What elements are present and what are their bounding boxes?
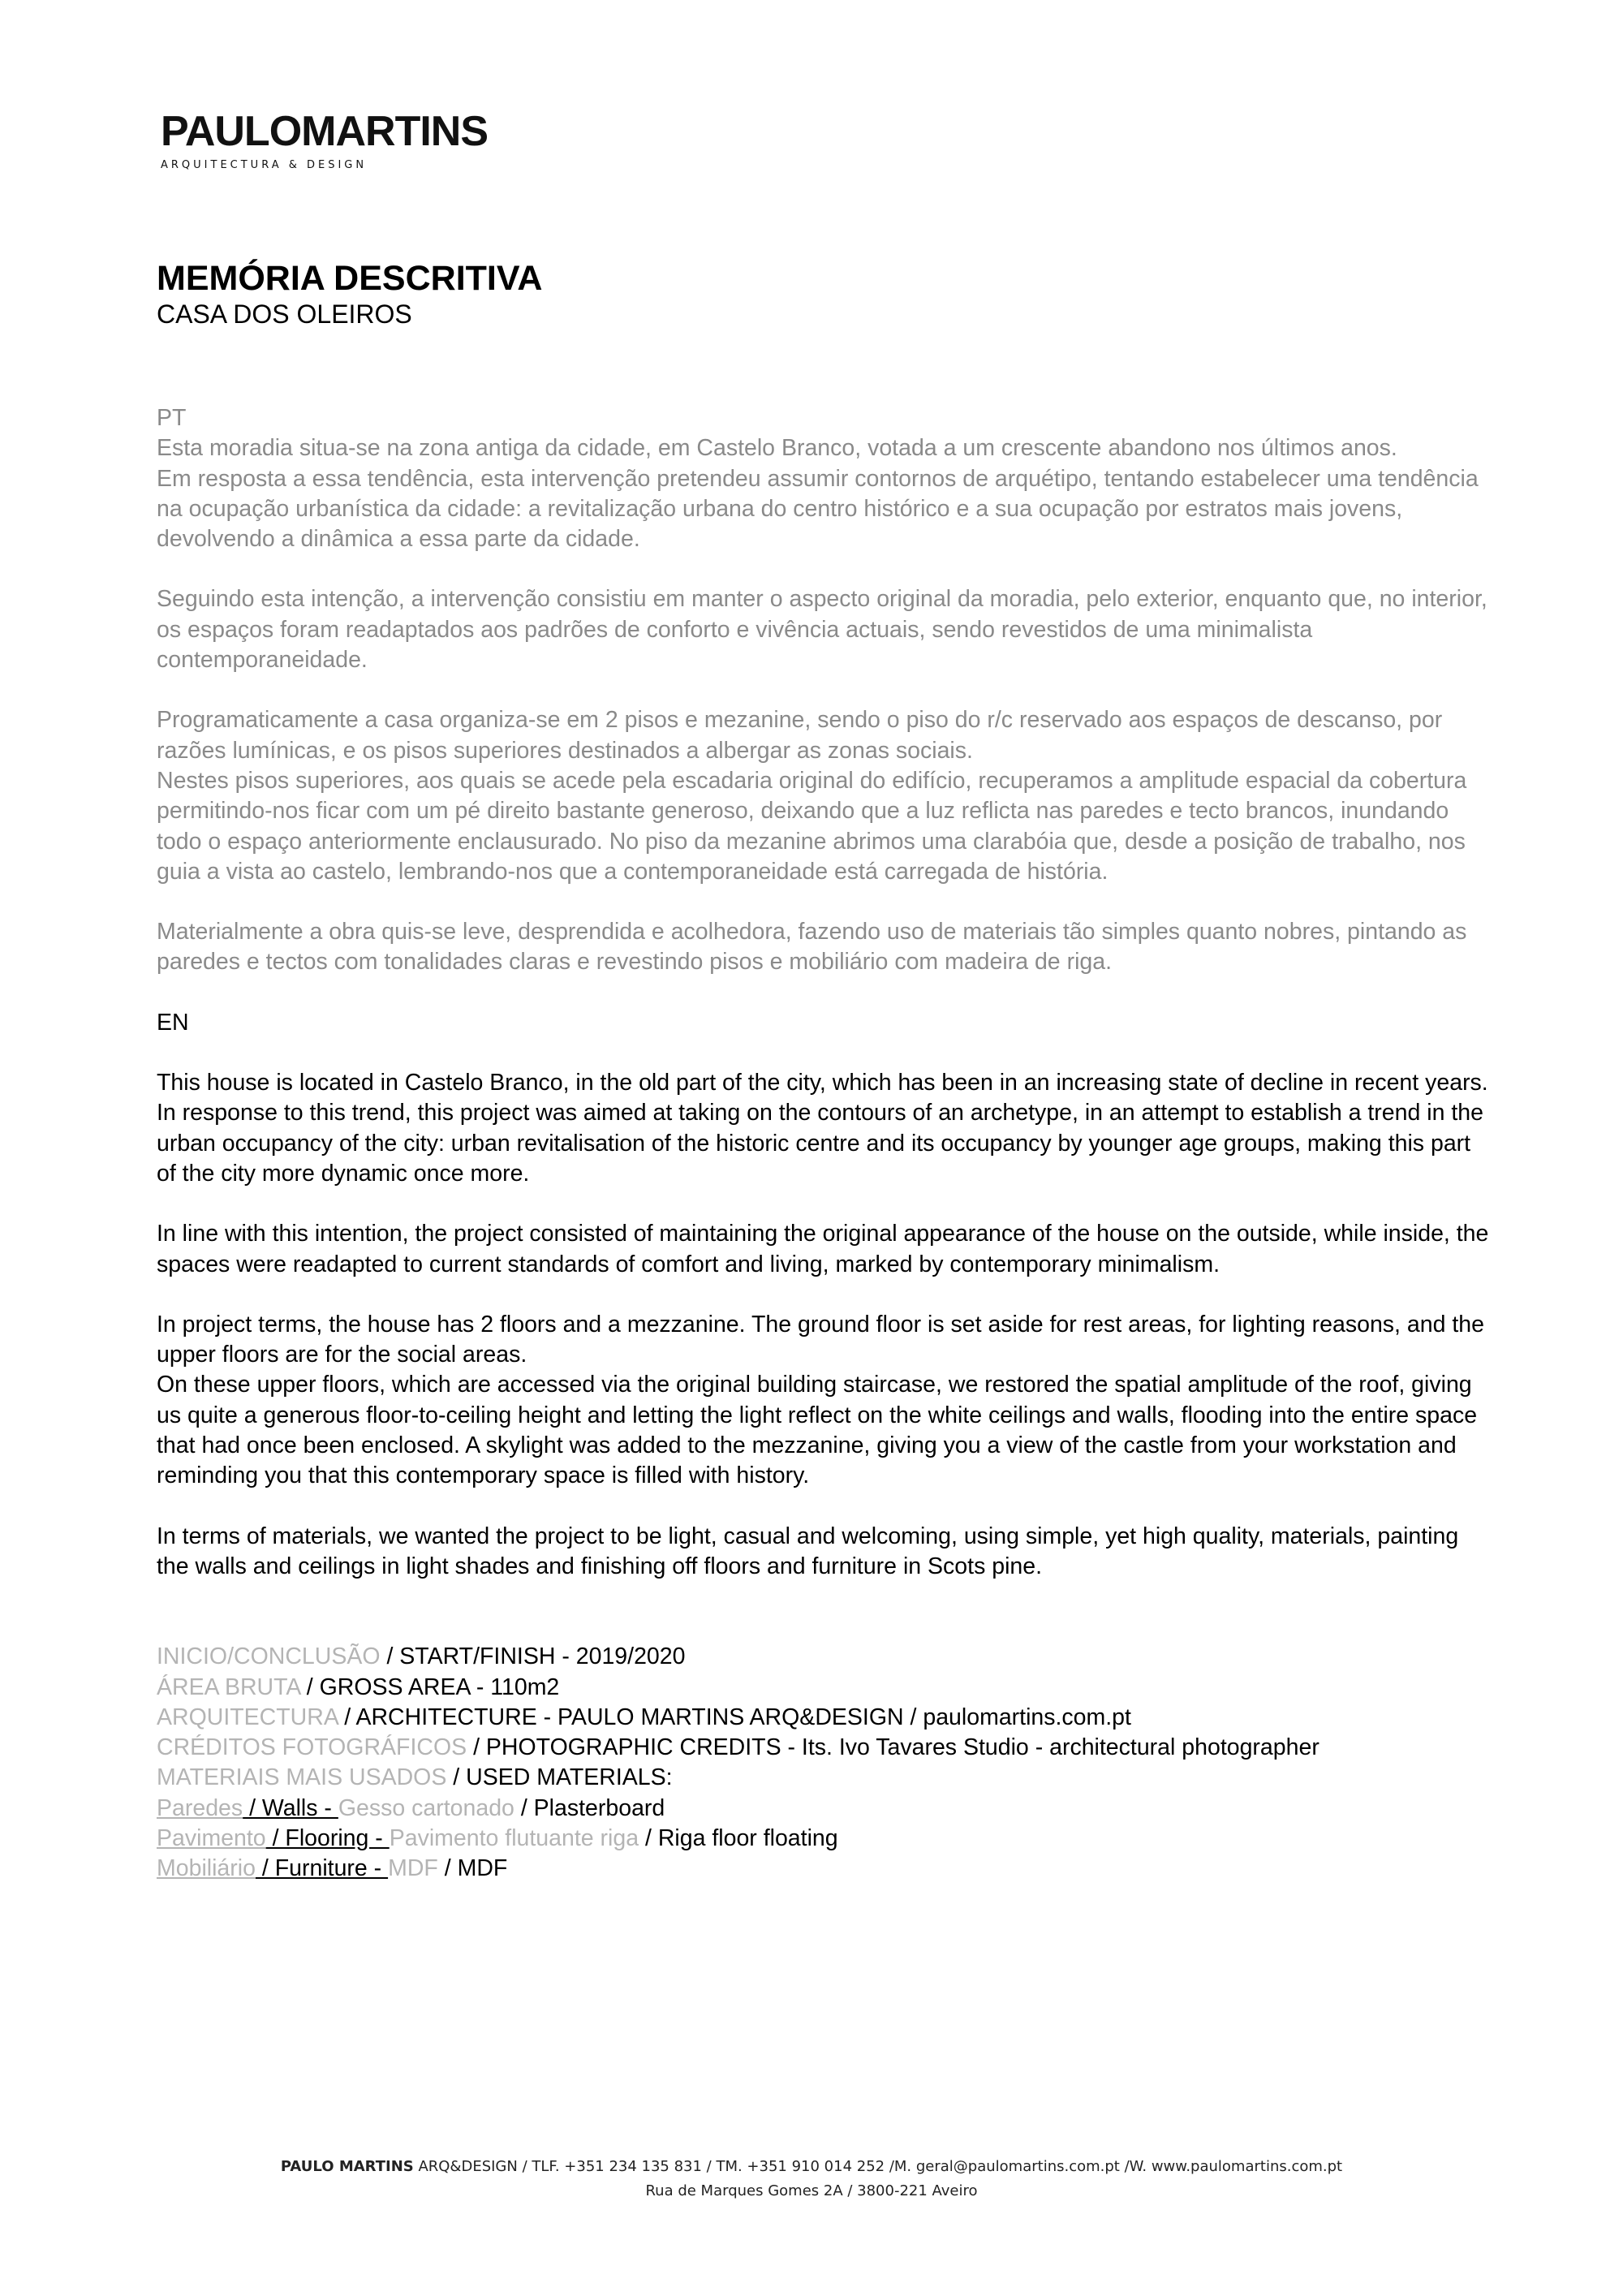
credit-value: / PHOTOGRAPHIC CREDITS - Its. Ivo Tavares Studio - architectural photographer (467, 1734, 1319, 1761)
document-subtitle: CASA DOS OLEIROS (157, 299, 412, 329)
material-label-pt: Paredes (157, 1794, 243, 1821)
en-paragraph: On these upper floors, which are accessed via the original building staircase, we restored the spatial amplitude of the roof, giving us quite a generous floor-to-ceiling height and letting the light reflect on the white ceilings and walls, flooding into the entire space that had once been enclosed. A skylight was added to the mezzanine, giving you a view of the castle from your workstation and reminding you that this contemporary space is filled with history. (157, 1372, 1478, 1489)
material-value-pt: Pavimento flutuante riga (389, 1824, 639, 1851)
pt-paragraph: Em resposta a essa tendência, esta intervenção pretendeu assumir contornos de arquétipo, tentando estabelecer uma tendência na ocupação urbanística da cidade: a revitalização urbana do centro histórico e a sua ocupação por estratos mais jovens, devolvendo a dinâmica a essa parte da cidade. (157, 465, 1479, 553)
material-label-en: / Flooring - (265, 1824, 390, 1851)
en-paragraph: In project terms, the house has 2 floors and a mezzanine. The ground floor is set aside for rest areas, for lighting reasons, and the upper floors are for the social areas. (157, 1311, 1484, 1368)
material-value-en: / Riga floor floating (639, 1824, 838, 1851)
logo-name: PAULOMARTINS (161, 108, 489, 155)
footer-address: Rua de Marques Gomes 2A / 3800-221 Aveiro (645, 2182, 978, 2199)
credit-label-pt: INICIO/CONCLUSÃO (157, 1643, 381, 1670)
en-paragraph: This house is located in Castelo Branco, in the old part of the city, which has been in an increasing state of decline in recent years. (157, 1070, 1488, 1096)
material-label-pt: Mobiliário (157, 1855, 256, 1882)
pt-paragraph: Materialmente a obra quis-se leve, desprendida e acolhedora, fazendo uso de materiais tão simples quanto nobres, pintando as paredes e tectos com tonalidades claras e revestindo pisos e mobiliário com madeira de riga. (157, 919, 1467, 976)
material-label-en: / Furniture - (255, 1855, 389, 1882)
material-label-pt: Pavimento (157, 1824, 266, 1851)
pt-paragraph: Esta moradia situa-se na zona antiga da cidade, em Castelo Branco, votada a um crescente abandono nos últimos anos. (157, 435, 1397, 462)
company-logo (161, 107, 488, 171)
material-value-en: / Plasterboard (514, 1794, 665, 1821)
material-value-pt: MDF (388, 1855, 438, 1882)
credit-label-pt: CRÉDITOS FOTOGRÁFICOS (157, 1734, 467, 1761)
footer-company-name: PAULO MARTINS (280, 2158, 414, 2175)
page-footer (0, 2155, 1623, 2203)
credit-label-pt: MATERIAIS MAIS USADOS (157, 1764, 447, 1791)
document-body (157, 403, 1496, 1885)
en-paragraph: In terms of materials, we wanted the project to be light, casual and welcoming, using simple, yet high quality, materials, painting the walls and ceilings in light shades and finishing off floors and furniture in Scots pine. (157, 1523, 1459, 1579)
credit-architecture (157, 1703, 1496, 1733)
credit-photographic (157, 1733, 1496, 1763)
credit-value: / USED MATERIALS: (446, 1764, 673, 1791)
footer-contact-details: ARQ&DESIGN / TLF. +351 234 135 831 / TM. +351 910 014 252 /M. geral@paulomartins.com.pt /W. www.paulomartins.com.pt (413, 2158, 1343, 2175)
pt-paragraph: Seguindo esta intenção, a intervenção consistiu em manter o aspecto original da moradia, pelo exterior, enquanto que, no interior, os espaços foram readaptados aos padrões de conforto e vivência actuais, sendo revestidos de uma minimalista contemporaneidade. (157, 586, 1487, 674)
en-label: EN (157, 1009, 189, 1036)
material-label-en: / Walls - (243, 1794, 338, 1821)
material-value-pt: Gesso cartonado (338, 1794, 514, 1821)
credit-value: / START/FINISH - 2019/2020 (380, 1643, 686, 1670)
material-furniture (157, 1854, 1496, 1884)
pt-paragraph: Nestes pisos superiores, aos quais se acede pela escadaria original do edifício, recuperamos a amplitude espacial da cobertura permitindo-nos ficar com um pé direito bastante generoso, deixando que a luz reflicta nas paredes e tecto brancos, inundando todo o espaço anteriormente enclausurado. No piso da mezanine abrimos uma clarabóia que, desde a posição de trabalho, nos guia a vista ao castelo, lembrando-nos que a contemporaneidade está carregada de história. (157, 767, 1467, 885)
material-walls (157, 1794, 1496, 1824)
pt-paragraph: Programaticamente a casa organiza-se em 2 pisos e mezanine, sendo o piso do r/c reservado aos espaços de descanso, por razões lumínicas, e os pisos superiores destinados a albergar as zonas sociais. (157, 707, 1443, 764)
credit-value: / ARCHITECTURE - PAULO MARTINS ARQ&DESIGN / paulomartins.com.pt (338, 1704, 1131, 1730)
en-paragraph: In response to this trend, this project was aimed at taking on the contours of an archetype, in an attempt to establish a trend in the urban occupancy of the city: urban revitalisation of the historic centre and its occupancy by younger age groups, making this part of the city more dynamic once more. (157, 1100, 1483, 1187)
credit-label-pt: ÁREA BRUTA (157, 1674, 300, 1700)
credit-materials (157, 1763, 1496, 1793)
en-paragraph: In line with this intention, the project consisted of maintaining the original appearance of the house on the outside, while inside, the spaces were readapted to current standards of comfort and living, marked by contemporary minimalism. (157, 1221, 1489, 1277)
document-title: MEMÓRIA DESCRITIVA (157, 259, 543, 298)
material-flooring (157, 1824, 1496, 1854)
material-value-en: / MDF (437, 1855, 508, 1882)
pt-label: PT (157, 405, 187, 431)
logo-tagline: ARQUITECTURA & DESIGN (161, 159, 368, 171)
credit-value: / GROSS AREA - 110m2 (299, 1674, 560, 1700)
credit-start-finish (157, 1642, 1496, 1672)
footer-contact-line (0, 2155, 1623, 2179)
credit-label-pt: ARQUITECTURA (157, 1704, 338, 1730)
credit-gross-area (157, 1673, 1496, 1703)
